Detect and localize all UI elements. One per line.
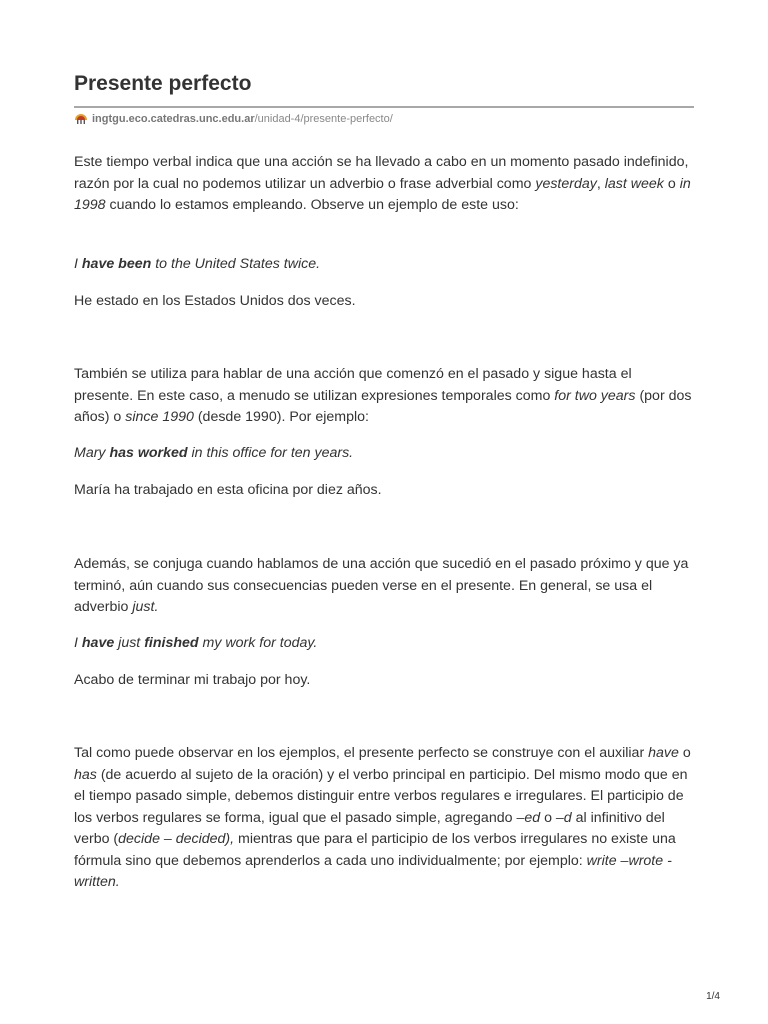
example-translation bbox=[74, 480, 694, 502]
text-run: has bbox=[74, 766, 97, 783]
text-run: has worked bbox=[109, 445, 188, 461]
text-run: También se utiliza para hablar de una acción que comenzó en el pasado y sigue hasta el presente. En este caso, a menudo se utilizan expresiones temporales como bbox=[74, 366, 632, 404]
text-run: yesterday bbox=[535, 175, 597, 192]
text-run: (desde 1990). Por ejemplo: bbox=[193, 409, 369, 425]
text-run: to the United States twice. bbox=[151, 256, 321, 272]
text-run: cuando lo estamos empleando. Observe un ejemplo de este uso: bbox=[105, 197, 519, 213]
text-run: last week bbox=[604, 175, 664, 192]
example-english bbox=[74, 254, 694, 276]
text-run: I bbox=[74, 256, 82, 272]
text-run: just bbox=[114, 635, 145, 651]
text-run: Acabo de terminar mi trabajo por hoy. bbox=[74, 672, 311, 688]
site-logo-icon bbox=[74, 112, 88, 126]
example-translation bbox=[74, 670, 694, 692]
text-run: –ed bbox=[516, 809, 541, 826]
text-run: since 1990 bbox=[125, 409, 194, 425]
example-translation bbox=[74, 291, 694, 313]
example-english bbox=[74, 633, 694, 655]
text-run: o bbox=[678, 745, 691, 761]
text-run: al infinitivo del verbo ( bbox=[74, 809, 665, 847]
text-run: o bbox=[663, 175, 680, 192]
title-divider bbox=[74, 106, 694, 108]
paragraph bbox=[74, 554, 694, 619]
text-run: I bbox=[74, 635, 82, 651]
text-run: decide – decided), bbox=[118, 831, 235, 847]
text-run: , bbox=[596, 175, 605, 192]
text-run: my work for today. bbox=[198, 635, 318, 651]
example-english bbox=[74, 443, 694, 465]
text-run: have been bbox=[81, 256, 152, 272]
text-run: o bbox=[540, 809, 556, 826]
paragraph bbox=[74, 152, 694, 217]
text-run: (por dos años) o bbox=[74, 387, 692, 425]
text-run: (de acuerdo al sujeto de la oración) y el verbo principal en participio. Del mismo modo que en el tiempo pasado simple, debemos distinguir entre verbos regulares e irregulares. El participio de los verbos regulares se forma, igual que el pasado simple, agregando bbox=[74, 766, 688, 826]
text-run: María ha trabajado en esta oficina por diez años. bbox=[74, 482, 382, 498]
paragraph bbox=[74, 364, 694, 429]
source-path[interactable]: /unidad-4/presente-perfecto/ bbox=[254, 113, 393, 125]
text-run: He estado en los Estados Unidos dos veces. bbox=[74, 293, 356, 309]
source-domain[interactable]: ingtgu.eco.catedras.unc.edu.ar bbox=[92, 113, 255, 125]
text-run: have bbox=[648, 745, 679, 761]
text-run: Además, se conjuga cuando hablamos de una acción que sucedió en el pasado próximo y que ya terminó, aún cuando sus consecuencias pueden verse en el presente. En general, se usa el adverbio bbox=[74, 556, 689, 615]
text-run: finished bbox=[144, 635, 199, 651]
paragraph bbox=[74, 743, 694, 894]
text-run: mientras que para el participio de los verbos irregulares no existe una fórmula sino que debemos aprenderlos a cada uno individualmente; por ejemplo: bbox=[74, 831, 676, 869]
text-run: Tal como puede observar en los ejemplos, el presente perfecto se construye con el auxiliar bbox=[74, 745, 649, 761]
text-run: just. bbox=[132, 599, 159, 615]
text-run: Este tiempo verbal indica que una acción se ha llevado a cabo en un momento pasado indefinido, razón por la cual no podemos utilizar un adverbio o frase adverbial como bbox=[74, 154, 689, 192]
text-run: –d bbox=[555, 809, 572, 826]
text-run: in this office for ten years. bbox=[187, 445, 354, 461]
source-line[interactable] bbox=[74, 112, 393, 126]
page-title: Presente perfecto bbox=[74, 72, 252, 95]
page-number: 1/4 bbox=[706, 991, 720, 1002]
text-run: in 1998 bbox=[74, 175, 691, 213]
text-run: for two years bbox=[554, 387, 636, 404]
text-run: Mary bbox=[74, 445, 110, 461]
text-run: have bbox=[81, 635, 115, 651]
text-run: write –wrote -written. bbox=[74, 852, 672, 890]
